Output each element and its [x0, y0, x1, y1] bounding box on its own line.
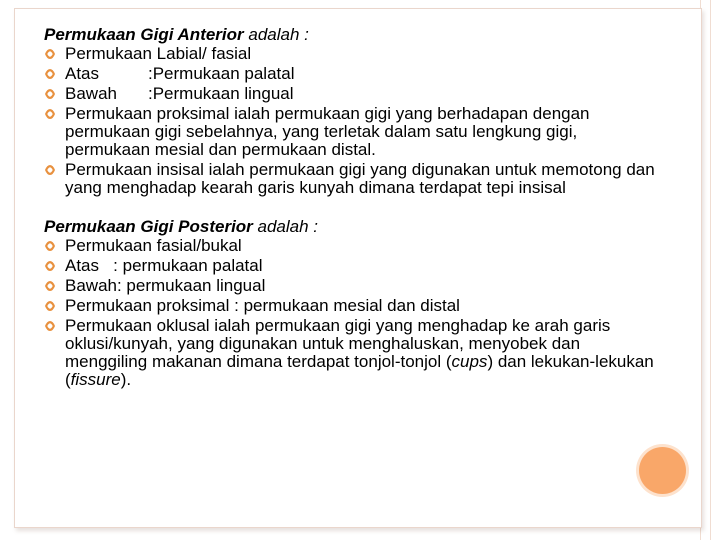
item-value: :Permukaan palatal [148, 64, 295, 83]
item-text-part: Permukaan oklusal ialah permukaan gigi yang menghadap ke arah garis oklusi/kunyah, yang digunakan untuk menghaluskan, menyobek dan menggiling makanan dimana terdapat tonjol-tonjol ( [65, 316, 611, 371]
posterior-section [44, 218, 664, 389]
list-item [44, 105, 664, 159]
list-item [44, 257, 664, 275]
anterior-heading [44, 26, 664, 44]
bullet-icon [44, 88, 56, 100]
anterior-heading-rest: adalah : [243, 25, 309, 44]
item-emphasis: fissure [70, 370, 121, 389]
item-text: Permukaan Labial/ fasial [65, 44, 252, 63]
anterior-heading-bold: Permukaan Gigi Anterior [44, 25, 244, 44]
list-item [44, 297, 664, 315]
item-text: Permukaan fasial/bukal [65, 236, 242, 255]
bullet-icon [44, 300, 56, 312]
list-item [44, 85, 664, 103]
bullet-icon [44, 280, 56, 292]
posterior-heading [44, 218, 664, 236]
list-item [44, 277, 664, 295]
item-text: Permukaan insisal ialah permukaan gigi yang digunakan untuk memotong dan yang menghadap kearah garis kunyah dimana terdapat tepi insisal [65, 160, 655, 197]
item-label: Atas [65, 64, 100, 83]
bullet-icon [44, 320, 56, 332]
list-item [44, 65, 664, 83]
decorative-line [710, 0, 711, 540]
bullet-icon [44, 260, 56, 272]
anterior-section [44, 26, 664, 197]
posterior-list [44, 237, 664, 389]
posterior-heading-rest: adalah : [252, 217, 319, 236]
item-text: Atas : permukaan palatal [65, 256, 263, 275]
item-text: Bawah: permukaan lingual [65, 276, 266, 295]
list-item [44, 45, 664, 63]
bullet-icon [44, 48, 56, 60]
item-value: :Permukaan lingual [148, 84, 294, 103]
bullet-icon [44, 68, 56, 80]
item-emphasis: cups [451, 352, 488, 371]
list-item [44, 161, 664, 197]
posterior-heading-bold: Permukaan Gigi Posterior [44, 217, 253, 236]
bullet-icon [44, 240, 56, 252]
decorative-circle [639, 447, 686, 494]
item-text: Permukaan proksimal ialah permukaan gigi yang berhadapan dengan permukaan gigi sebelahnya, yang terletak dalam satu lengkung gigi, permukaan mesial dan permukaan distal. [65, 104, 590, 159]
list-item [44, 317, 664, 389]
item-label: Bawah [65, 84, 117, 103]
list-item [44, 237, 664, 255]
slide-content [44, 26, 664, 410]
item-text-part: ). [120, 370, 132, 389]
item-text: Permukaan proksimal : permukaan mesial dan distal [65, 296, 460, 315]
anterior-list [44, 45, 664, 197]
item-text-part: ) dan lekukan-lekukan ( [65, 352, 654, 389]
bullet-icon [44, 164, 56, 176]
bullet-icon [44, 108, 56, 120]
